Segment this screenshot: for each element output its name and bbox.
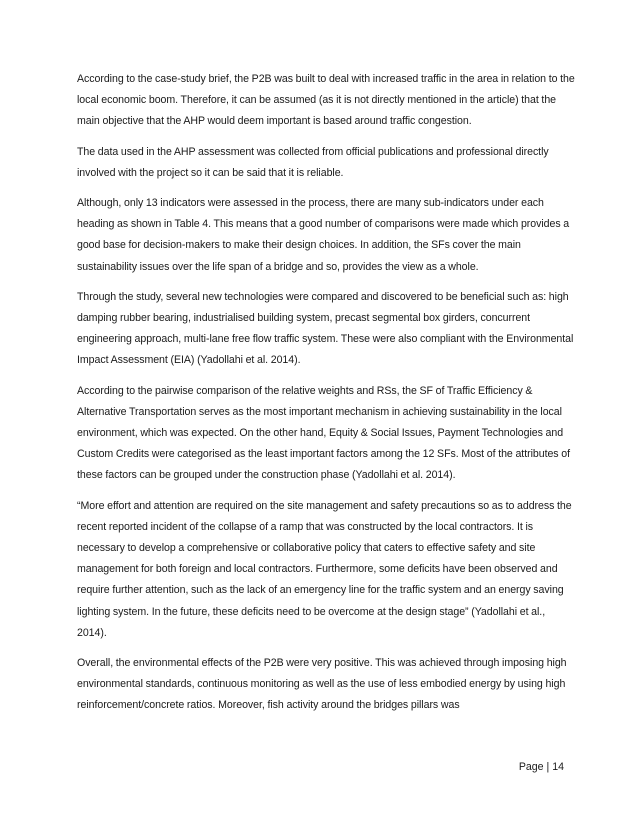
page-number-footer: Page | 14 bbox=[518, 761, 564, 773]
paragraph-indicators: Although, only 13 indicators were assessed in the process, there are many sub-indicators under each heading as shown in Table 4. This means that a good number of comparisons were made which provides a good base for decision-makers to make their design choices. In addition, the SFs cover the main sustainability issues over the life span of a bridge and so, provides the view as a whole. bbox=[77, 197, 570, 273]
paragraph-quotation: “More effort and attention are required on the site management and safety precautions so as to address the recent reported incident of the collapse of a ramp that was constructed by the local contractors. It is necessary to develop a comprehensive or collaborative policy that caters to effective safety and site management for both foreign and local contractors. Furthermore, some deficits have been observed and require further attention, such as the lack of an emergency line for the traffic system and an energy saving lighting system. In the future, these deficits need to be overcome at the design stage” (Yadollahi et al., 2014). bbox=[77, 499, 572, 639]
paragraph-environmental-effects: Overall, the environmental effects of the P2B were very positive. This was achieved through imposing high environmental standards, continuous monitoring as well as the use of less embodied energy by using high reinforcement/concrete ratios. Moreover, fish activity around the bridges pillars was bbox=[77, 657, 567, 712]
paragraph-case-study-brief: According to the case-study brief, the P2B was built to deal with increased traffic in the area in relation to the local economic boom. Therefore, it can be assumed (as it is not directly mentioned in the article) that the main objective that the AHP would deem important is based around traffic congestion. bbox=[77, 73, 575, 128]
paragraph-pairwise-comparison: According to the pairwise comparison of the relative weights and RSs, the SF of Traffic Efficiency & Alternative Transportation serves as the most important mechanism in achieving sustainability in the local environment, which was expected. On the other hand, Equity & Social Issues, Payment Technologies and Custom Credits were categorised as the least important factors among the 12 SFs. Most of the attributes of these factors can be grouped under the construction phase (Yadollahi et al. 2014). bbox=[77, 384, 570, 482]
paragraph-data-reliability: The data used in the AHP assessment was collected from official publications and professional directly involved with the project so it can be said that it is reliable. bbox=[77, 145, 549, 179]
paragraph-new-technologies: Through the study, several new technologies were compared and discovered to be beneficial such as: high damping rubber bearing, industrialised building system, precast segmental box girders, concurrent engineering approach, multi-lane free flow traffic system. These were also compliant with the Environmental Impact Assessment (EIA) (Yadollahi et al. 2014). bbox=[77, 290, 574, 367]
body-text bbox=[77, 69, 577, 726]
